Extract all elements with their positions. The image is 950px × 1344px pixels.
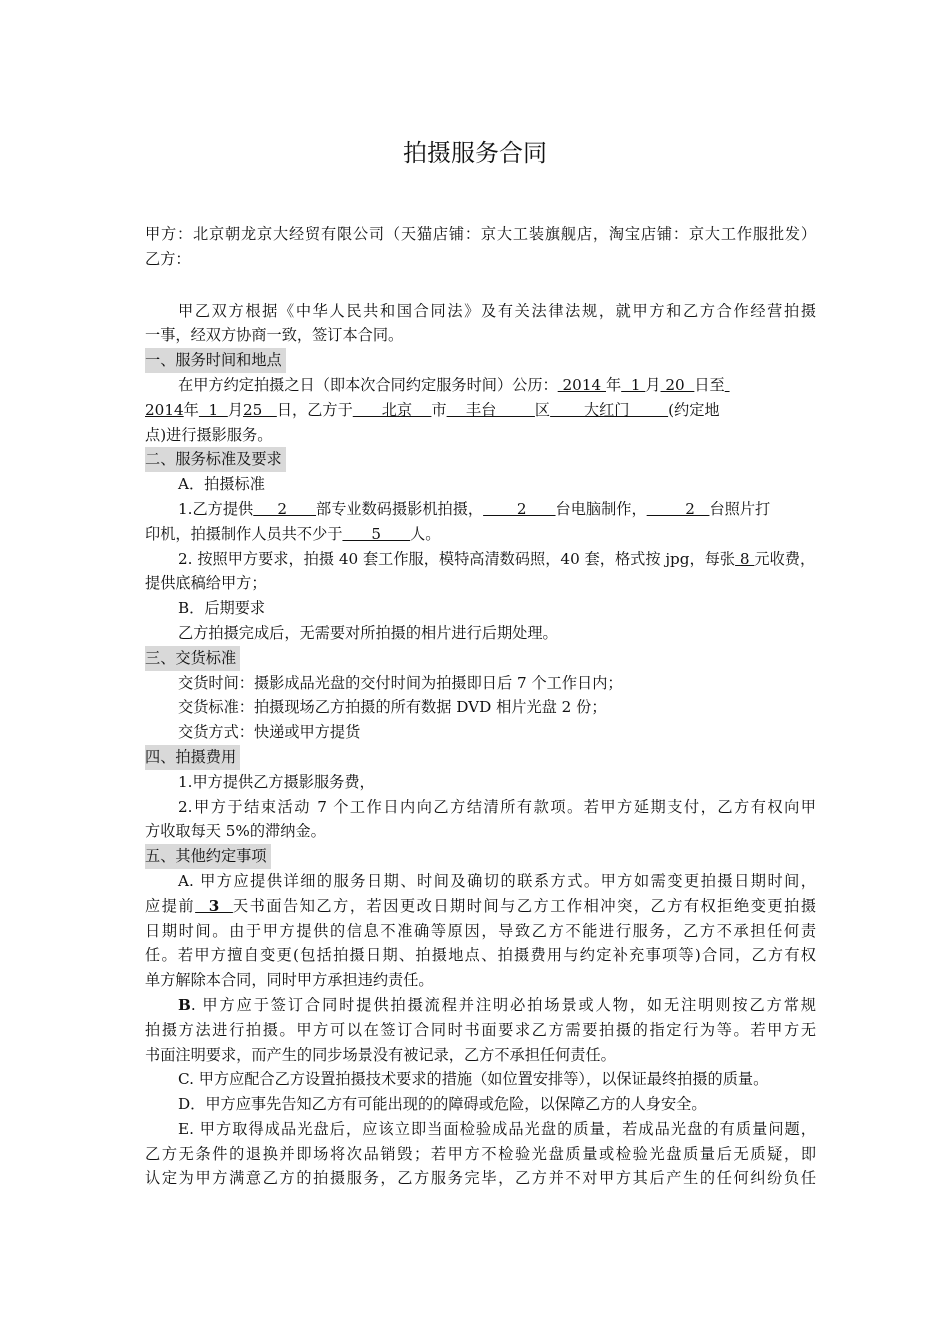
district-field: 丰台 — [446, 400, 535, 419]
s2-item-2-cont: 提供底稿给甲方； — [145, 574, 267, 593]
party-b: 乙方： — [145, 249, 191, 268]
clause-d: D．甲方应事先告知乙方有可能出现的的障碍或危险，以保障乙方的人身安全。 — [178, 1095, 707, 1114]
section-heading — [145, 844, 816, 869]
price-field: 8 — [735, 549, 755, 568]
s2-subheading-a: A．拍摄标准 — [178, 475, 265, 494]
s2-item-2: 2. 按照甲方要求，拍摄 40 套工作服，模特高清数码照，40 套，格式按 jpg，每张 8 元收费， — [178, 549, 816, 568]
clause-a-line: 应提前 3 天书面告知乙方，若因更改日期时间与乙方工作相冲突，乙方有权拒绝变更拍摄 — [145, 896, 816, 915]
fee-line-3: 方收取每天 5%的滞纳金。 — [145, 822, 326, 841]
fee-line-2: 2.甲方于结束活动 7 个工作日内向乙方结清所有款项。若甲方延期支付，乙方有权向甲 — [178, 797, 816, 816]
section-heading — [145, 348, 816, 373]
section-4-heading: 四、拍摄费用 — [145, 745, 240, 770]
party-a: 甲方：北京朝龙京大经贸有限公司（天猫店铺：京大工装旗舰店，淘宝店铺：京大工作服批发） — [145, 225, 816, 243]
location-field: 大红门 — [550, 400, 669, 419]
staff-count-field: 5 — [342, 524, 411, 543]
intro-line: 一事，经双方协商一致，签订本合同。 — [145, 326, 404, 345]
section-3-heading: 三、交货标准 — [145, 646, 240, 671]
fee-line-1: 1.甲方提供乙方摄影服务费， — [178, 772, 375, 791]
clause-a-line: 日期时间。由于甲方提供的信息不准确等原因，导致乙方不能进行服务，乙方不承担任何责 — [145, 921, 816, 940]
section-heading — [145, 447, 816, 472]
clause-a-line: A. 甲方应提供详细的服务日期、时间及确切的联系方式。甲方如需变更拍摄日期时间， — [178, 871, 816, 890]
clause-b-line: B. 甲方应于签订合同时提供拍摄流程并注明必拍场景或人物，如无注明则按乙方常规 — [178, 995, 816, 1014]
section-heading — [145, 745, 816, 770]
delivery-standard: 交货标准：拍摄现场乙方拍摄的所有数据 DVD 相片光盘 2 份； — [178, 698, 607, 717]
camera-count-field: 2 — [253, 499, 317, 518]
delivery-time: 交货时间：摄影成品光盘的交付时间为拍摄即日后 7 个工作日内； — [178, 673, 623, 692]
s1-line-2: 2014年 1 月25 日，乙方于 北京 市 丰台 区 大红门 (约定地 — [145, 400, 720, 419]
clause-a-line: 任。若甲方擅自变更(包括拍摄日期、拍摄地点、拍摄费用与约定补充事项等)合同，乙方有权 — [145, 946, 816, 965]
end-month-field: 1 — [198, 400, 228, 419]
city-field: 北京 — [352, 400, 432, 419]
start-day-field: 20 — [660, 375, 695, 394]
start-month-field: 1 — [621, 375, 646, 394]
clause-e-line: 认定为甲方满意乙方的拍摄服务，乙方服务完毕，乙方并不对甲方其后产生的任何纠纷负任 — [145, 1169, 816, 1188]
section-1-heading: 一、服务时间和地点 — [145, 348, 286, 373]
clause-c: C. 甲方应配合乙方设置拍摄技术要求的措施（如位置安排等），以保证最终拍摄的质量。 — [178, 1070, 769, 1089]
clause-e-line: 乙方无条件的退换并即场将次品销毁；若甲方不检验光盘质量或检验光盘质量后无质疑，即 — [145, 1144, 816, 1163]
clause-e-line: E. 甲方取得成品光盘后，应该立即当面检验成品光盘的质量，若成品光盘的有质量问题， — [178, 1119, 816, 1138]
printer-count-field: 2 — [646, 499, 710, 518]
section-5-heading: 五、其他约定事项 — [145, 844, 271, 869]
s2-subheading-b: B．后期要求 — [178, 599, 266, 618]
end-year-field: 2014 — [145, 400, 184, 419]
s2-item-1-cont: 印机，拍摄制作人员共不少于 5 人。 — [145, 524, 441, 543]
notice-days-field: 3 — [195, 896, 233, 915]
clause-b-line: 书面注明要求，而产生的同步场景没有被记录，乙方不承担任何责任。 — [145, 1045, 616, 1064]
end-day-field: 25 — [243, 400, 277, 419]
section-heading — [145, 646, 816, 671]
delivery-method: 交货方式：快递或甲方提货 — [178, 723, 361, 742]
computer-count-field: 2 — [483, 499, 556, 518]
start-year-field: 2014 — [557, 375, 606, 394]
section-2-heading: 二、服务标准及要求 — [145, 447, 286, 472]
s1-line-3: 点)进行摄影服务。 — [145, 425, 273, 444]
intro-line: 甲乙双方根据《中华人民共和国合同法》及有关法律法规，就甲方和乙方合作经营拍摄 — [178, 301, 816, 320]
s1-line-1: 在甲方约定拍摄之日（即本次合同约定服务时间）公历： 2014 年 1 月 20 日至 — [178, 375, 725, 394]
contract-body — [145, 222, 816, 1191]
clause-b-label: B — [178, 995, 191, 1014]
clause-a-line: 单方解除本合同，同时甲方承担违约责任。 — [145, 971, 434, 990]
s2-item-1: 1.乙方提供 2 部专业数码摄影机拍摄， 2 台电脑制作， 2 台照片打 — [178, 499, 771, 518]
s2-b-text: 乙方拍摄完成后，无需要对所拍摄的相片进行后期处理。 — [178, 623, 558, 642]
clause-b-line: 拍摄方法进行拍摄。甲方可以在签订合同时书面要求乙方需要拍摄的指定行为等。若甲方无 — [145, 1020, 816, 1039]
page-title: 拍摄服务合同 — [403, 139, 547, 167]
